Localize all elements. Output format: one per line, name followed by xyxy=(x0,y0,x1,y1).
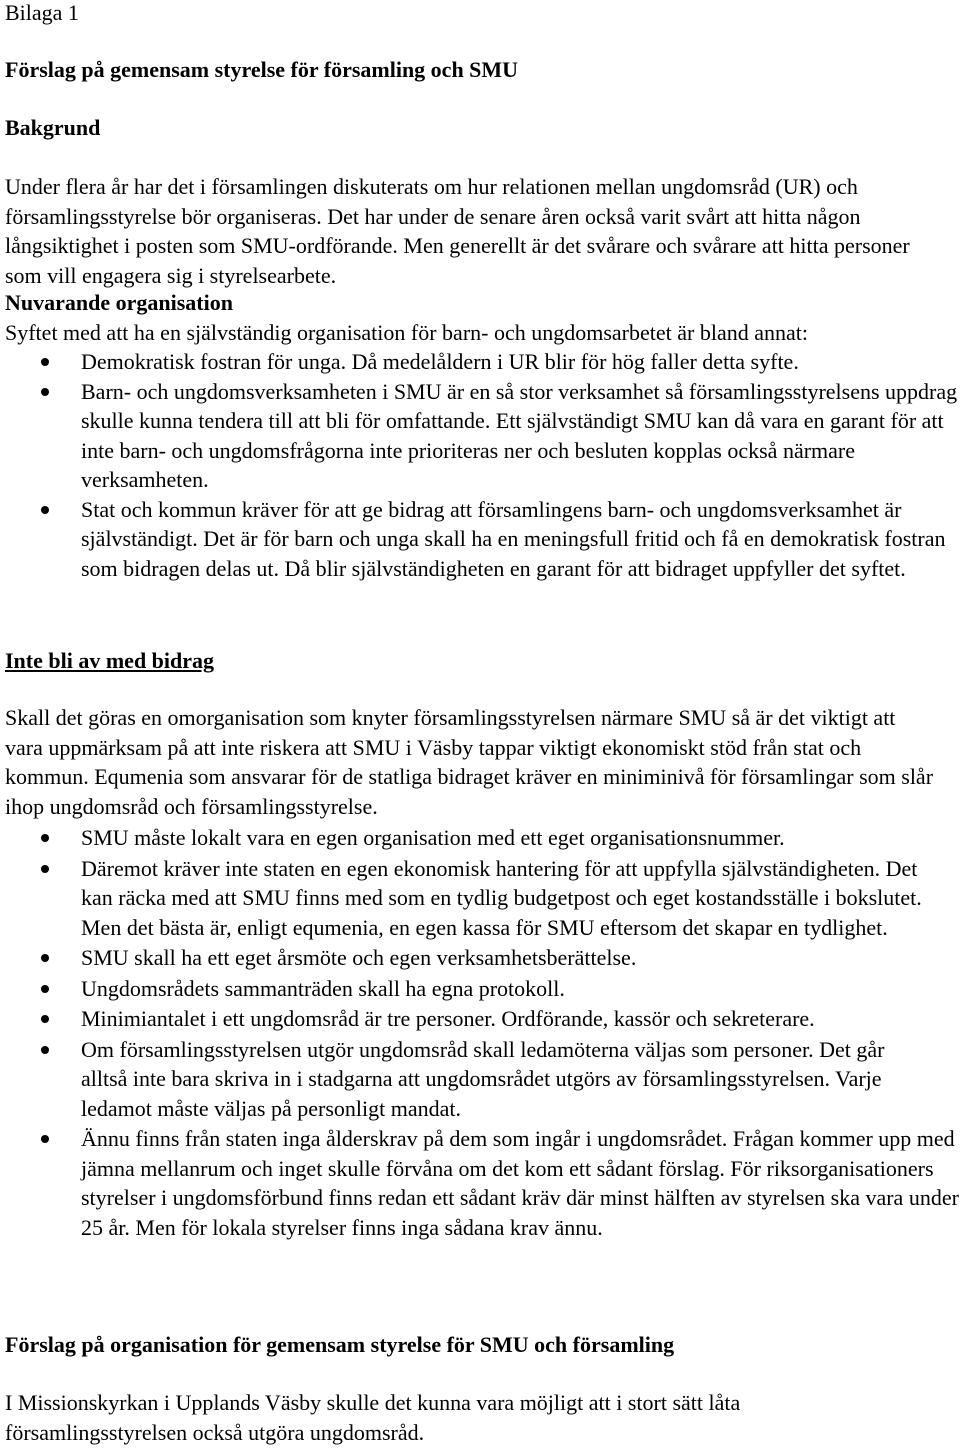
forslag-paragraph: I Missionskyrkan i Upplands Väsby skulle det kunna vara möjligt att i stort sätt låta församlingsstyrelsen också utgöra ungdomsråd. xyxy=(5,1390,741,1445)
list-item: Demokratisk fostran för unga. Då medelåldern i UR blir för hög faller detta syfte. xyxy=(5,347,960,377)
list-item: Minimiantalet i ett ungdomsråd är tre personer. Ordförande, kassör och sekreterare. xyxy=(5,1004,935,1034)
bakgrund-heading: Bakgrund xyxy=(5,115,101,140)
bidrag-heading: Inte bli av med bidrag xyxy=(5,648,215,673)
list-item: Ännu finns från staten inga ålderskrav på dem som ingår i ungdomsrådet. Frågan kommer upp med jämna mellanrum och inget skulle förvåna om det kom ett sådant förslag. För riksorganisationers styrelser i ungdomsförbund finns redan ett sådant kräv där minst hälften av styrelsen ska vara under 25 år. Men för lokala styrelser finns inga sådana krav ännu. xyxy=(5,1124,960,1242)
list-item: Om församlingsstyrelsen utgör ungdomsråd skall ledamöterna väljas som personer. Det går alltså inte bara skriva in i stadgarna att ungdomsrådet utgörs av församlingsstyrelsen. Varje ledamot måste väljas på personligt mandat. xyxy=(5,1035,935,1124)
list-item: Däremot kräver inte staten en egen ekonomisk hantering för att uppfylla självständigheten. Det kan räcka med att SMU finns med som en tydlig budgetpost och eget kostandsställe i bokslutet. Men det bästa är, enligt equmenia, en egen kassa för SMU eftersom det skapar en tydlighet. xyxy=(5,854,935,943)
list-item: Ungdomsrådets sammanträden skall ha egna protokoll. xyxy=(5,974,935,1004)
list-item: Stat och kommun kräver för att ge bidrag att församlingens barn- och ungdomsverksamhet är självständigt. Det är för barn och unga skall ha en meningsfull fritid och få en demokratisk fostran som bidragen delas ut. Då blir självständigheten en garant för att bidraget uppfyller det syftet. xyxy=(5,495,960,584)
document-title: Förslag på gemensam styrelse för församling och SMU xyxy=(5,57,519,82)
forslag-heading: Förslag på organisation för gemensam styrelse för SMU och församling xyxy=(5,1332,675,1357)
bidrag-list xyxy=(5,823,959,1242)
nuvarande-list xyxy=(5,347,960,583)
nuvarande-heading: Nuvarande organisation xyxy=(5,290,233,315)
list-item: Barn- och ungdomsverksamheten i SMU är en så stor verksamhet så församlingsstyrelsens uppdrag skulle kunna tendera till att bli för omfattande. Ett självständigt SMU kan då vara en garant för att inte barn- och ungdomsfrågorna inte prioriteras ner och besluten kopplas också närmare verksamheten. xyxy=(5,377,960,495)
nuvarande-intro: Syftet med att ha en självständig organisation för barn- och ungdomsarbetet är bland annat: xyxy=(5,319,808,345)
bakgrund-paragraph: Under flera år har det i församlingen diskuterats om hur relationen mellan ungdomsråd (UR) och församlingsstyrelse bör organiseras. Det har under de senare åren också varit svårt att hitta någon långsiktighet i posten som SMU-ordförande. Men generellt är det svårare och svårare att hitta personer som vill engagera sig i styrelsearbete. xyxy=(5,174,910,288)
list-item: SMU skall ha ett eget årsmöte och egen verksamhetsberättelse. xyxy=(5,943,935,973)
bidrag-section xyxy=(5,703,959,1242)
list-item: SMU måste lokalt vara en egen organisation med ett eget organisationsnummer. xyxy=(5,823,935,853)
appendix-label: Bilaga 1 xyxy=(5,0,79,25)
bidrag-paragraph: Skall det göras en omorganisation som knyter församlingsstyrelsen närmare SMU så är det viktigt att vara uppmärksam på att inte riskera att SMU i Väsby tappar viktigt ekonomiskt stöd från stat och kommun. Equmenia som ansvarar för de statliga bidraget kräver en miniminivå för församlingar som slår ihop ungdomsråd och församlingsstyrelse. xyxy=(5,705,934,819)
nuvarande-section xyxy=(5,288,960,583)
